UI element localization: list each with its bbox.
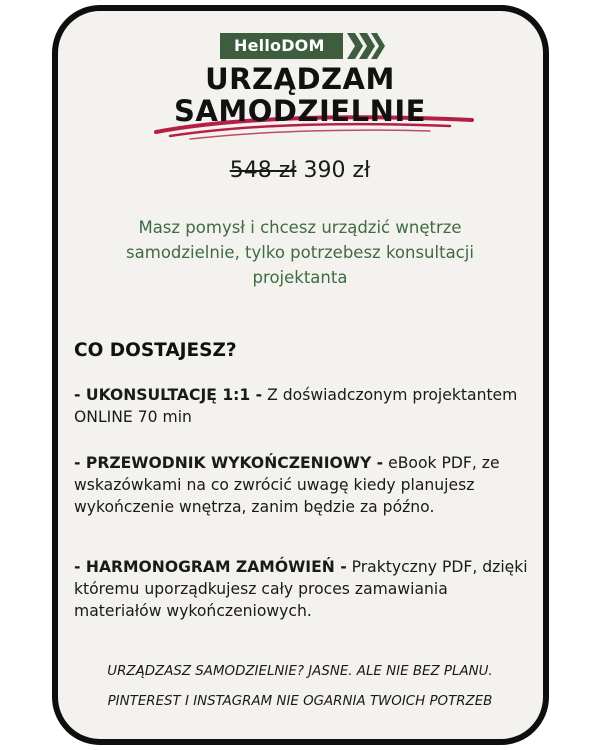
intro-line-1: Masz pomysł i chcesz urządzić wnętrze (138, 218, 462, 237)
title-line-1: URZĄDZAM (205, 62, 395, 96)
price (0, 158, 600, 183)
item-text: Z doświadczonym projektantem ONLINE 70 min (74, 386, 518, 426)
intro-line-3: projektanta (252, 268, 348, 287)
item-label: - UKONSULTACJĘ 1:1 - (74, 386, 263, 404)
old-price: 548 zł (229, 158, 297, 183)
footer-line-1: URZĄDZASZ SAMODZIELNIE? JASNE. ALE NIE BEZ PLANU. (107, 664, 493, 679)
list-item (74, 384, 532, 428)
item-label: - PRZEWODNIK WYKOŃCZENIOWY - (74, 454, 384, 472)
list-item (74, 452, 532, 518)
intro-text (60, 215, 540, 290)
brand-label: HelloDOM (220, 33, 343, 59)
list-item (74, 556, 532, 622)
item-text: Praktyczny PDF, dzięki któremu uporządkujesz cały proces zamawiania materiałów wykończeniowych. (74, 558, 528, 620)
footer-line-2: PINTEREST I INSTAGRAM NIE OGARNIA TWOICH POTRZEB (107, 694, 493, 709)
new-price: 390 zł (303, 158, 371, 183)
section-heading: CO DOSTAJESZ? (74, 340, 237, 361)
item-text: eBook PDF, ze wskazówkami na co zwrócić uwagę kiedy planujesz wykończenie wnętrza, zanim będzie za późno. (74, 454, 500, 516)
brand-banner (220, 33, 385, 59)
chevrons-right-icon (345, 33, 385, 59)
intro-line-2: samodzielnie, tylko potrzebesz konsultacji (126, 243, 474, 262)
title-line-2: SAMODZIELNIE (174, 94, 426, 128)
item-label: - HARMONOGRAM ZAMÓWIEŃ - (74, 558, 347, 576)
